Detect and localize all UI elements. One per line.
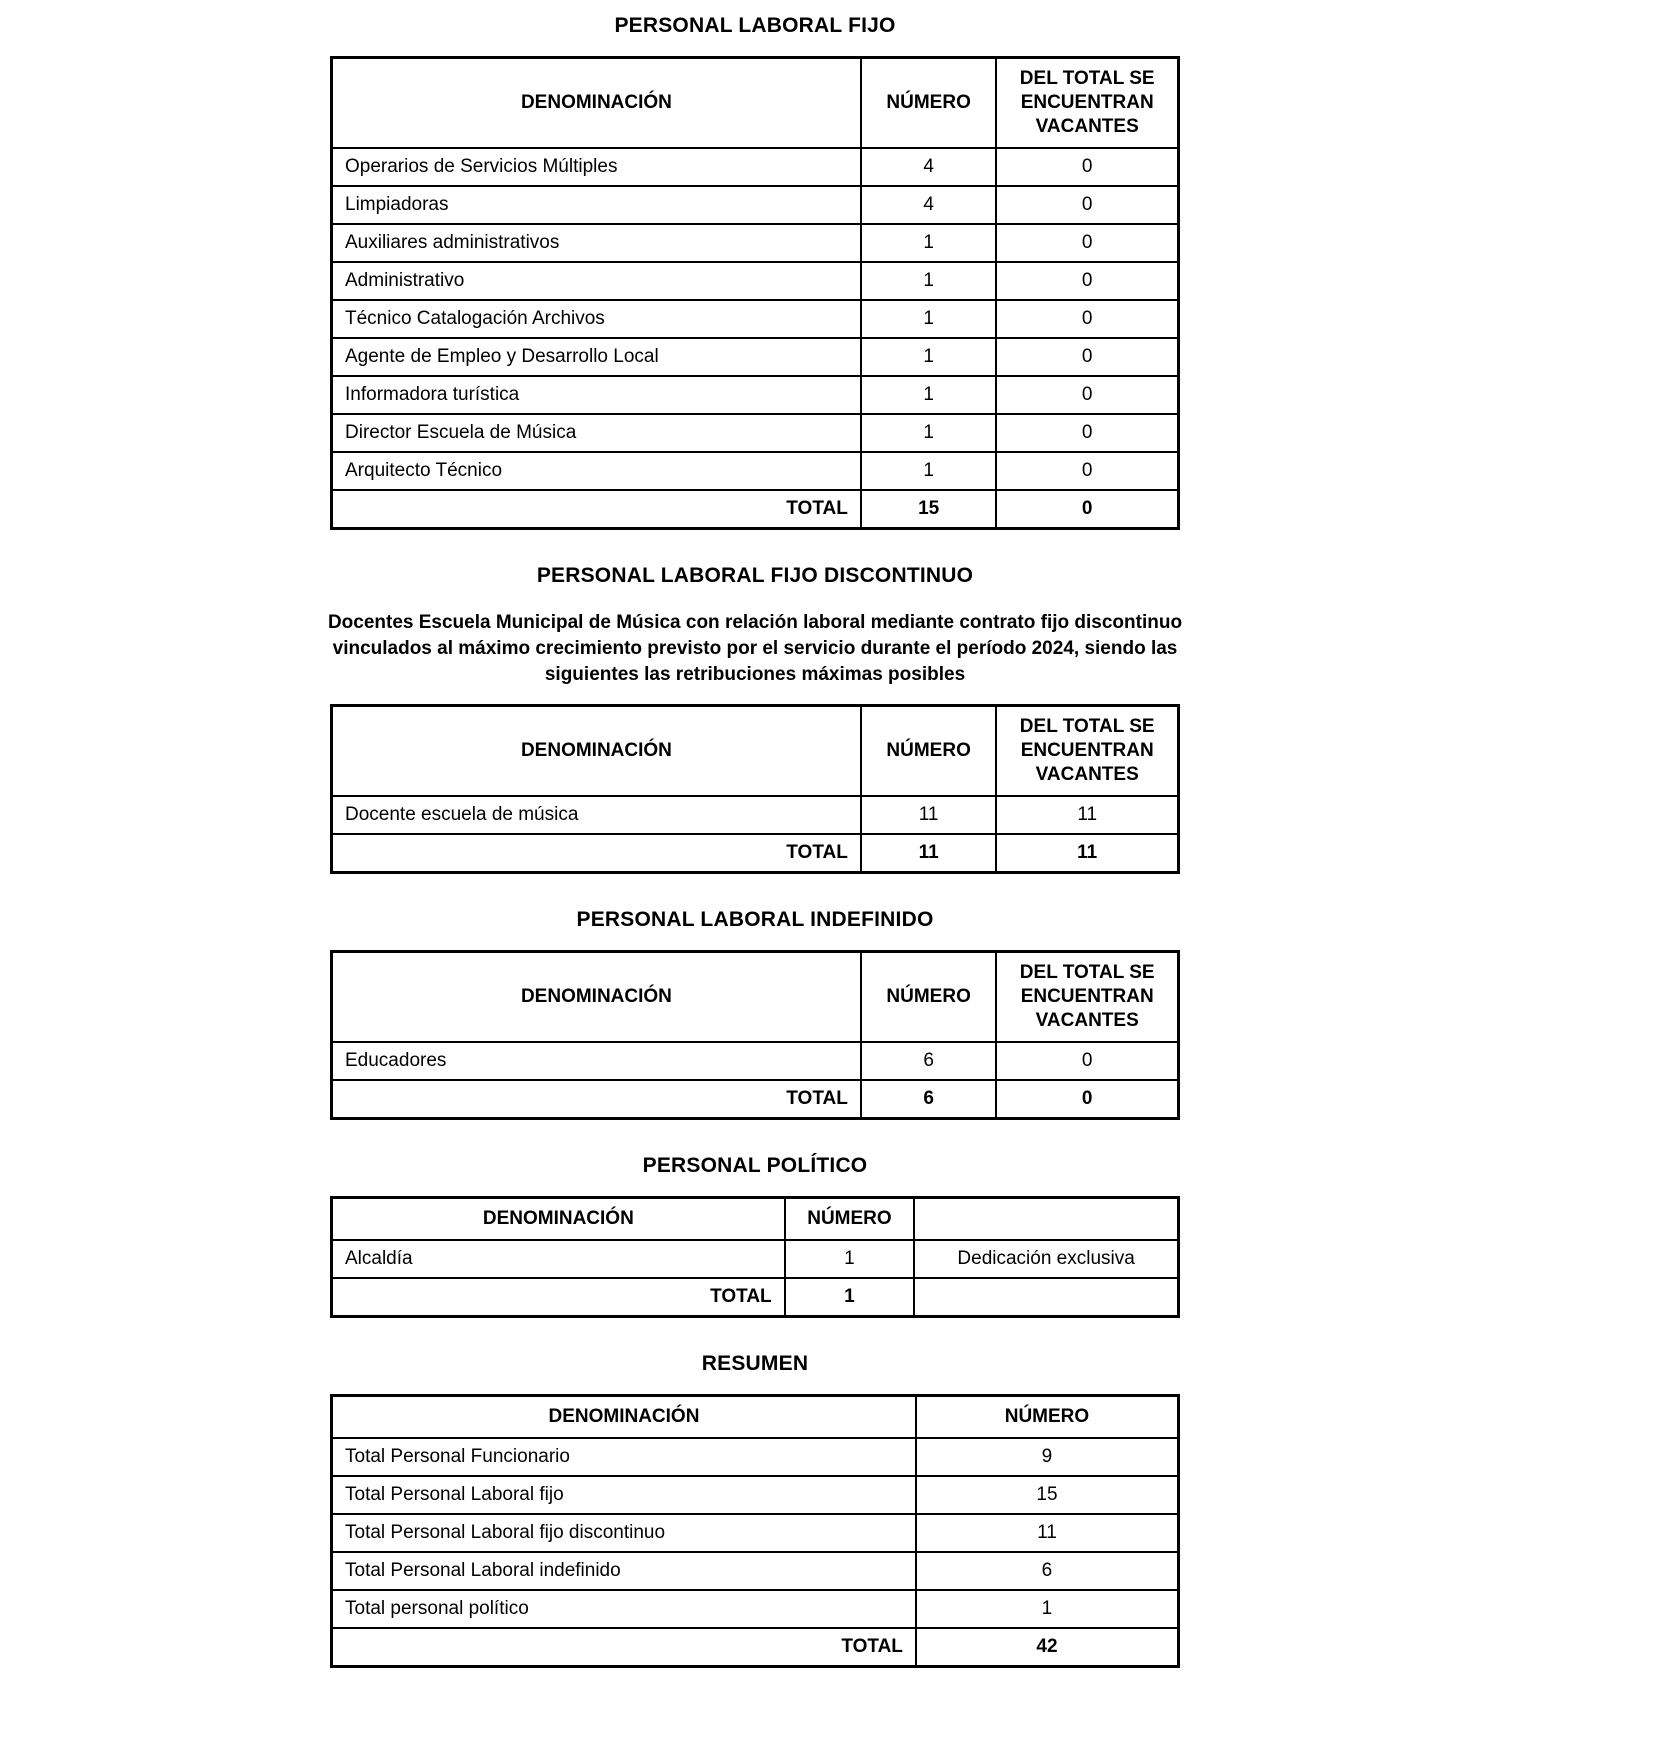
section-personal-laboral-fijo-discontinuo <box>327 564 1183 874</box>
table-cell: 6 <box>916 1552 1179 1590</box>
table-total-row <box>332 1628 1179 1667</box>
table-row <box>332 1438 1179 1476</box>
table-cell: 0 <box>996 148 1178 186</box>
table-row <box>332 262 1179 300</box>
table-cell: Arquitecto Técnico <box>332 452 861 490</box>
table-cell: Técnico Catalogación Archivos <box>332 300 861 338</box>
table-cell: 1 <box>916 1590 1179 1628</box>
table-cell: 42 <box>916 1628 1179 1667</box>
table-total-row <box>332 1080 1179 1119</box>
table-cell: 4 <box>861 186 997 224</box>
table-row <box>332 224 1179 262</box>
document-content <box>327 14 1183 1668</box>
table-cell: 0 <box>996 186 1178 224</box>
table-total-row <box>332 834 1179 873</box>
table-header-row <box>332 1198 1179 1241</box>
column-header <box>914 1198 1178 1241</box>
table-cell: 4 <box>861 148 997 186</box>
table-cell: 11 <box>996 796 1178 834</box>
table-cell: 1 <box>861 376 997 414</box>
section-title: PERSONAL LABORAL FIJO <box>614 14 896 37</box>
table-cell: Alcaldía <box>332 1240 785 1278</box>
section-note: Docentes Escuela Municipal de Música con relación laboral mediante contrato fijo discontinuo vinculados al máximo crecimiento previsto por el servicio durante el período 2024, siendo las siguientes las retribuciones máximas posibles <box>327 612 1183 685</box>
column-header: DENOMINACIÓN <box>332 1198 785 1241</box>
table-cell: 9 <box>916 1438 1179 1476</box>
section-resumen <box>330 1352 1180 1668</box>
table-cell: 1 <box>861 452 997 490</box>
table-cell: 0 <box>996 490 1178 529</box>
table-cell: Total Personal Laboral fijo discontinuo <box>332 1514 916 1552</box>
column-header: DEL TOTAL SE ENCUENTRAN VACANTES <box>996 58 1178 149</box>
table-cell: 1 <box>785 1240 915 1278</box>
table-row <box>332 1240 1179 1278</box>
table-cell: 0 <box>996 1080 1178 1119</box>
section-title: RESUMEN <box>701 1352 809 1375</box>
table-total-row <box>332 490 1179 529</box>
column-header: DEL TOTAL SE ENCUENTRAN VACANTES <box>996 952 1178 1043</box>
table-cell: Director Escuela de Música <box>332 414 861 452</box>
column-header: NÚMERO <box>916 1396 1179 1439</box>
table-cell: 0 <box>996 262 1178 300</box>
section-title: PERSONAL LABORAL FIJO DISCONTINUO <box>536 564 974 587</box>
section-title: PERSONAL LABORAL INDEFINIDO <box>576 908 934 931</box>
table-cell: Operarios de Servicios Múltiples <box>332 148 861 186</box>
table-cell: 0 <box>996 300 1178 338</box>
table-cell: 11 <box>916 1514 1179 1552</box>
table-row <box>332 1552 1179 1590</box>
table-cell: 0 <box>996 452 1178 490</box>
table-header-row <box>332 952 1179 1043</box>
table-cell: 0 <box>996 224 1178 262</box>
table-cell: 6 <box>861 1080 997 1119</box>
table-row <box>332 1042 1179 1080</box>
column-header: NÚMERO <box>861 58 997 149</box>
table-row <box>332 414 1179 452</box>
table-cell: 1 <box>861 338 997 376</box>
section-personal-laboral-fijo <box>330 14 1180 530</box>
table-cell: Educadores <box>332 1042 861 1080</box>
table-row <box>332 796 1179 834</box>
table-cell: 0 <box>996 338 1178 376</box>
table-cell: 11 <box>996 834 1178 873</box>
personal-politico-table <box>330 1196 1180 1318</box>
table-cell: Total Personal Laboral fijo <box>332 1476 916 1514</box>
table-cell: 15 <box>916 1476 1179 1514</box>
table-total-row <box>332 1278 1179 1317</box>
table-cell: Docente escuela de música <box>332 796 861 834</box>
table-cell <box>914 1278 1178 1317</box>
table-cell: 1 <box>861 300 997 338</box>
section-personal-laboral-indefinido <box>330 908 1180 1120</box>
table-row <box>332 300 1179 338</box>
table-cell: 0 <box>996 376 1178 414</box>
table-cell: Informadora turística <box>332 376 861 414</box>
column-header: DEL TOTAL SE ENCUENTRAN VACANTES <box>996 706 1178 797</box>
table-row <box>332 452 1179 490</box>
table-cell: TOTAL <box>332 490 861 529</box>
section-personal-politico <box>330 1154 1180 1318</box>
table-cell: Dedicación exclusiva <box>914 1240 1178 1278</box>
table-cell: Agente de Empleo y Desarrollo Local <box>332 338 861 376</box>
table-cell: TOTAL <box>332 1278 785 1317</box>
table-cell: TOTAL <box>332 1628 916 1667</box>
table-cell: 6 <box>861 1042 997 1080</box>
personal-laboral-indefinido-table <box>330 950 1180 1120</box>
table-cell: 1 <box>861 414 997 452</box>
table-row <box>332 1514 1179 1552</box>
table-cell: TOTAL <box>332 1080 861 1119</box>
column-header: DENOMINACIÓN <box>332 952 861 1043</box>
table-cell: 1 <box>785 1278 915 1317</box>
table-row <box>332 376 1179 414</box>
table-cell: 1 <box>861 224 997 262</box>
personal-laboral-fijo-table <box>330 56 1180 530</box>
column-header: DENOMINACIÓN <box>332 1396 916 1439</box>
table-row <box>332 338 1179 376</box>
table-cell: Auxiliares administrativos <box>332 224 861 262</box>
table-cell: Administrativo <box>332 262 861 300</box>
section-title: PERSONAL POLÍTICO <box>642 1154 868 1177</box>
table-header-row <box>332 706 1179 797</box>
column-header: DENOMINACIÓN <box>332 58 861 149</box>
table-cell: 11 <box>861 796 997 834</box>
table-cell: 1 <box>861 262 997 300</box>
table-cell: 11 <box>861 834 997 873</box>
table-cell: Total personal político <box>332 1590 916 1628</box>
table-row <box>332 148 1179 186</box>
table-cell: Total Personal Laboral indefinido <box>332 1552 916 1590</box>
table-header-row <box>332 1396 1179 1439</box>
column-header: NÚMERO <box>785 1198 915 1241</box>
resumen-table <box>330 1394 1180 1668</box>
column-header: NÚMERO <box>861 706 997 797</box>
table-row <box>332 1476 1179 1514</box>
personal-laboral-fijo-discontinuo-table <box>330 704 1180 874</box>
column-header: DENOMINACIÓN <box>332 706 861 797</box>
table-row <box>332 1590 1179 1628</box>
table-header-row <box>332 58 1179 149</box>
table-cell: 0 <box>996 1042 1178 1080</box>
table-cell: TOTAL <box>332 834 861 873</box>
table-cell: Limpiadoras <box>332 186 861 224</box>
column-header: NÚMERO <box>861 952 997 1043</box>
table-cell: 15 <box>861 490 997 529</box>
table-cell: Total Personal Funcionario <box>332 1438 916 1476</box>
table-cell: 0 <box>996 414 1178 452</box>
table-row <box>332 186 1179 224</box>
